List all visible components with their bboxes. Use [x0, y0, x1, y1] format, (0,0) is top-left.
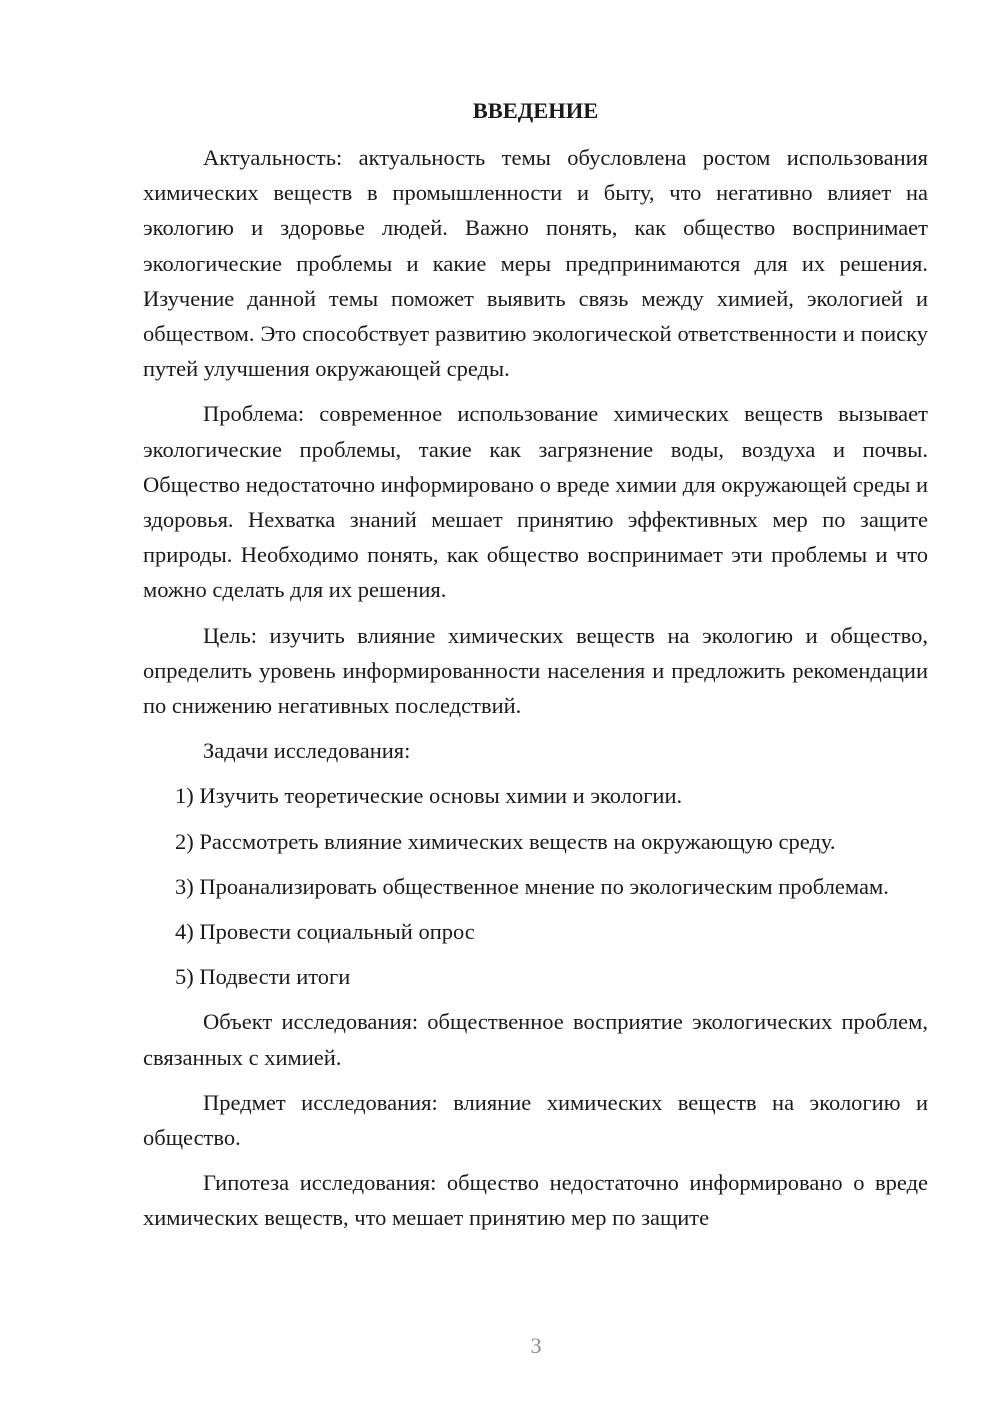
task-item-5: 5) Подвести итоги [175, 964, 351, 990]
paragraph-subject: Предмет исследования: влияние химических веществ на экологию и общество. [143, 1089, 928, 1151]
document-page [143, 96, 928, 1236]
paragraph-goal: Цель: изучить влияние химических веществ на экологию и общество, определить уровень информированности населения и предложить рекомендации по снижению негативных последствий. [143, 622, 928, 719]
section-heading: ВВЕДЕНИЕ [472, 98, 599, 123]
paragraph-object: Объект исследования: общественное восприятие экологических проблем, связанных с химией. [143, 1009, 928, 1070]
task-item-4: 4) Провести социальный опрос [175, 919, 475, 945]
paragraph-hypothesis: Гипотеза исследования: общество недостаточно информировано о вреде химических веществ, что мешает принятию мер по защите [143, 1170, 928, 1231]
task-item-1: 1) Изучить теоретические основы химии и экологии. [175, 783, 683, 809]
paragraph-problem: Проблема: современное использование химических веществ вызывает экологические проблемы, такие как загрязнение воды, воздуха и почвы. Общество недостаточно информировано о вреде химии для окружающей среды и здоровья. Нехватка знаний мешает принятию эффективных мер по защите природы. Необходимо понять, как общество воспринимает эти проблемы и что можно сделать для их решения. [143, 401, 928, 603]
task-item-2: 2) Рассмотреть влияние химических веществ на окружающую среду. [175, 828, 836, 854]
page-number: 3 [530, 1333, 542, 1358]
paragraph-relevance: Актуальность: актуальность темы обусловлена ростом использования химических веществ в промышленности и быту, что негативно влияет на экологию и здоровье людей. Важно понять, как общество воспринимает экологические проблемы и какие меры предпринимаются для их решения. Изучение данной темы поможет выявить связь между химией, экологией и обществом. Это способствует развитию экологической ответственности и поиску путей улучшения окружающей среды. [143, 145, 928, 382]
tasks-heading: Задачи исследования: [203, 738, 411, 764]
task-item-3: 3) Проанализировать общественное мнение по экологическим проблемам. [175, 873, 889, 899]
